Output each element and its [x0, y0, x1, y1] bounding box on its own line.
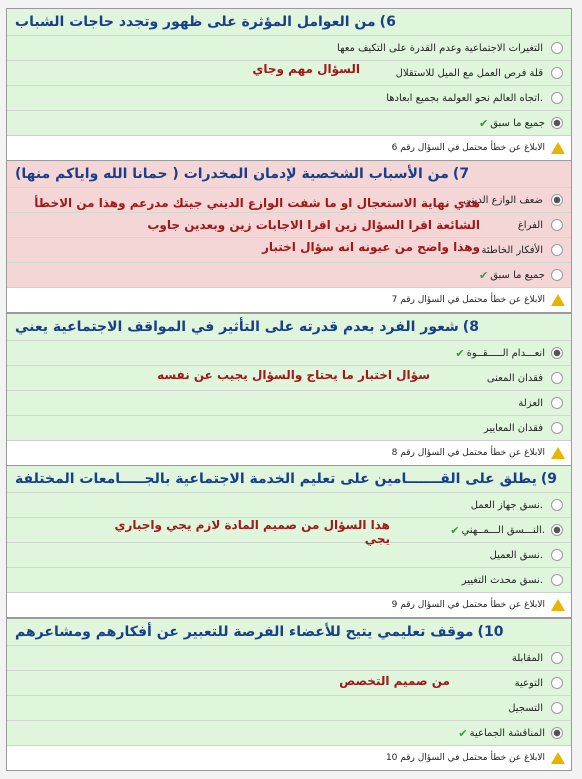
question-text: موقف تعليمي يتيح للأعضاء الفرصة للتعبير عن أفكارهم ومشاعرهم	[15, 624, 474, 640]
question-text: من الأسباب الشخصية لإدمان المخدرات ( حمانا الله واياكم منها)	[15, 166, 449, 182]
report-error-link[interactable]	[7, 135, 571, 160]
question-number: 10)	[477, 624, 504, 640]
radio-button[interactable]	[551, 549, 563, 561]
report-text: الابلاغ عن خطأ محتمل في السؤال رقم 7	[391, 295, 545, 305]
annotation-note: السؤال مهم وجاي	[252, 62, 360, 76]
annotation-note: سؤال اختبار ما يحتاج والسؤال يجيب عن نفسه	[157, 368, 430, 382]
question-number: 8)	[462, 319, 479, 335]
radio-button[interactable]	[551, 397, 563, 409]
option-label: التغيرات الاجتماعية وعدم القدرة على التكيف معها	[337, 42, 543, 54]
report-error-link[interactable]	[7, 287, 571, 312]
option-label: فقدان المعايير	[483, 422, 543, 434]
annotation-note-line-3: وهذا واضح من عيونه انه سؤال اختبار	[261, 240, 480, 254]
option[interactable]	[7, 415, 571, 440]
warning-icon	[551, 447, 565, 459]
check-icon: ✔	[450, 523, 460, 537]
question-title	[7, 466, 571, 492]
radio-button[interactable]	[551, 194, 563, 206]
option-selected[interactable]	[7, 110, 571, 135]
report-text: الابلاغ عن خطأ محتمل في السؤال رقم 10	[385, 753, 545, 763]
warning-icon	[551, 599, 565, 611]
radio-button[interactable]	[551, 42, 563, 54]
question-6	[6, 8, 572, 161]
radio-button[interactable]	[551, 117, 563, 129]
warning-icon	[551, 752, 565, 764]
option[interactable]	[7, 492, 571, 517]
option[interactable]	[7, 670, 571, 695]
option[interactable]	[7, 390, 571, 415]
option-label: نسق جهاز العمل.	[470, 499, 543, 511]
warning-icon	[551, 142, 565, 154]
option-label: الفراغ	[517, 219, 543, 231]
question-number: 9)	[540, 471, 557, 487]
annotation-note: من صميم التخصص	[339, 674, 450, 688]
check-icon: ✔	[478, 268, 489, 282]
annotation-note-line-1: هذي نهاية الاستعجال او ما شفت الوازع الديني جيتك مدرعم وهذا من الاخطأ	[34, 196, 480, 210]
question-number: 7)	[452, 166, 470, 182]
option-label: نسق العميل.	[489, 549, 543, 561]
radio-button[interactable]	[551, 677, 563, 689]
option[interactable]	[7, 85, 571, 110]
radio-button[interactable]	[551, 372, 563, 384]
option[interactable]	[7, 262, 571, 287]
warning-icon	[551, 294, 565, 306]
option[interactable]	[7, 35, 571, 60]
question-title	[7, 161, 571, 187]
option-label: ضعف الوازع الديني	[463, 194, 543, 206]
option-selected[interactable]	[7, 340, 571, 365]
radio-button[interactable]	[551, 702, 563, 714]
option-label: فقدان المعنى	[486, 372, 543, 384]
radio-button[interactable]	[551, 67, 563, 79]
radio-button[interactable]	[551, 499, 563, 511]
question-text: شعور الفرد بعدم قدرته على التأثير في المواقف الاجتماعية يعني	[15, 319, 459, 335]
report-text: الابلاغ عن خطأ محتمل في السؤال رقم 8	[391, 448, 545, 458]
report-error-link[interactable]	[7, 592, 571, 617]
question-10	[6, 618, 572, 771]
report-error-link[interactable]	[7, 745, 571, 770]
radio-button[interactable]	[551, 219, 563, 231]
radio-button[interactable]	[551, 244, 563, 256]
report-text: الابلاغ عن خطأ محتمل في السؤال رقم 6	[391, 143, 545, 153]
radio-button[interactable]	[551, 347, 563, 359]
radio-button[interactable]	[551, 269, 563, 281]
option-label: العزلة	[518, 397, 543, 409]
question-text: يطلق على القـــــــامين على تعليم الخدمة الاجتماعية بالجـــــامعات المختلفة	[15, 471, 537, 487]
question-title	[7, 9, 571, 35]
option-label: النـــسق الـــمــهني.	[461, 524, 545, 536]
annotation-note-line-2: الشائعة اقرا السؤال زين اقرا الاجابات زين وبعدين جاوب	[147, 218, 480, 232]
radio-button[interactable]	[551, 574, 563, 586]
option-label: اتجاه العالم نحو العولمة بجميع ابعادها.	[386, 92, 543, 104]
option-selected[interactable]	[7, 720, 571, 745]
option-label: نسق محدث التغيير.	[461, 574, 543, 586]
question-title	[7, 619, 571, 645]
radio-button[interactable]	[551, 727, 563, 739]
radio-button[interactable]	[551, 92, 563, 104]
question-7	[6, 160, 572, 313]
radio-button[interactable]	[551, 524, 563, 536]
option-label: التوعية	[514, 677, 543, 689]
question-number: 6)	[379, 14, 396, 30]
check-icon: ✔	[458, 726, 468, 740]
option-label: المقابلة	[511, 652, 543, 664]
check-icon: ✔	[478, 116, 489, 130]
check-icon: ✔	[455, 346, 465, 360]
option-label: جميع ما سبق	[490, 269, 545, 281]
option[interactable]	[7, 695, 571, 720]
option-label: انعـــدام الـــــقــوة	[466, 347, 545, 359]
radio-button[interactable]	[551, 652, 563, 664]
option[interactable]	[7, 645, 571, 670]
option-label: التسجيل	[508, 702, 543, 714]
radio-button[interactable]	[551, 422, 563, 434]
question-text: من العوامل المؤثرة على ظهور وتجدد حاجات الشباب	[15, 14, 376, 30]
question-title	[7, 314, 571, 340]
report-error-link[interactable]	[7, 440, 571, 465]
option-label: قلة فرص العمل مع الميل للاستقلال	[395, 67, 543, 79]
question-8	[6, 313, 572, 466]
annotation-note: هذا السؤال من صميم المادة لازم يجي واجباري يجي	[114, 518, 390, 546]
report-text: الابلاغ عن خطأ محتمل في السؤال رقم 9	[391, 600, 545, 610]
option[interactable]	[7, 567, 571, 592]
option-label: الأفكار الخاطئة	[481, 244, 543, 256]
option-label: جميع ما سبق	[490, 117, 545, 129]
option-label: المناقشة الجماعية	[469, 727, 545, 739]
